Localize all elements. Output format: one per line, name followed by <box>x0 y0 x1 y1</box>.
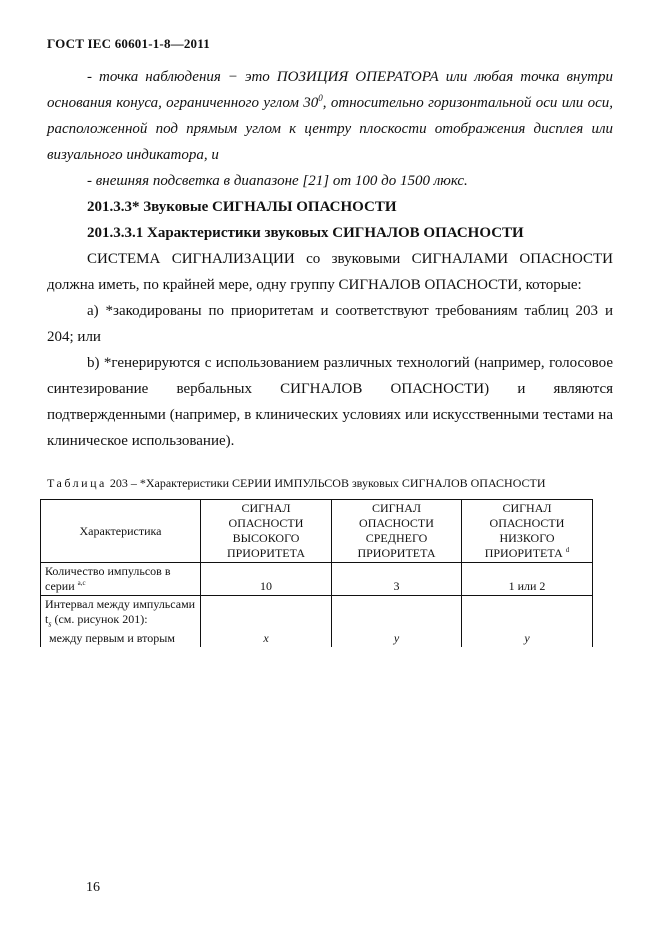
row-label <box>41 596 201 648</box>
row-label <box>41 563 201 596</box>
cell-value: 10 <box>201 563 332 596</box>
paragraph-alarm-system: СИСТЕМА СИГНАЛИЗАЦИИ со звуковыми СИГНАЛАМИ ОПАСНОСТИ должна иметь, по крайней мере, одну группу СИГНАЛОВ ОПАСНОСТИ, которые: <box>47 251 613 293</box>
footnote-marker: a,c <box>77 579 86 587</box>
cell-value: 1 или 2 <box>462 563 593 596</box>
header-medium-priority: СИГНАЛ ОПАСНОСТИ СРЕДНЕГО ПРИОРИТЕТА <box>332 500 462 563</box>
table-row <box>41 563 593 596</box>
paragraph-text: - точка наблюдения − это ПОЗИЦИЯ ОПЕРАТОРА или любая точка внутри основания конуса, ограниченного углом 30 <box>47 69 613 111</box>
paragraph-item-b: b) *генерируются с использованием различных технологий (например, голосовое синтезирование вербальных СИГНАЛОВ ОПАСНОСТИ) и являются подтвержденными (например, в клинических условиях или искусственными тестами на клиническое использование). <box>47 355 613 449</box>
row-sublabel-text: между первым и вторым <box>49 631 175 646</box>
document-body <box>47 64 613 454</box>
subscript: s <box>48 619 52 629</box>
table-header-row <box>41 500 593 563</box>
caption-label: Таблица <box>47 476 107 490</box>
footnote-marker: d <box>565 546 570 554</box>
header-characteristic: Характеристика <box>41 500 201 563</box>
header-high-priority: СИГНАЛ ОПАСНОСТИ ВЫСОКОГО ПРИОРИТЕТА <box>201 500 332 563</box>
paragraph-item-a: a) *закодированы по приоритетам и соответствуют требованиям таблиц 203 и 204; или <box>47 303 613 345</box>
header-low-text: СИГНАЛ ОПАСНОСТИ НИЗКОГО ПРИОРИТЕТА <box>484 501 565 560</box>
row-label-text: Интервал между импульсами t <box>45 597 196 626</box>
cell-value: 3 <box>332 563 462 596</box>
page-number: 16 <box>86 880 100 895</box>
degree-superscript: 0 <box>318 93 323 103</box>
paragraph-viewpoint <box>47 64 613 168</box>
table-row <box>41 596 593 648</box>
row-label-text: Количество импульсов в серии <box>45 564 171 593</box>
document-header: ГОСТ IEC 60601-1-8—2011 <box>47 36 210 51</box>
row-label-text: (см. рисунок 201): <box>51 612 148 626</box>
cell-value: y <box>332 596 462 648</box>
header-low-priority <box>462 500 593 563</box>
subsection-heading: 201.3.3.1 Характеристики звуковых СИГНАЛОВ ОПАСНОСТИ <box>87 225 524 241</box>
cell-value: x <box>201 596 332 648</box>
paragraph-text: , относительно горизонтальной оси или оси, расположенной под прямым углом к центру плоскости отображения дисплея или визуального индикатора, и <box>47 95 613 163</box>
cell-value: y <box>462 596 593 648</box>
table-caption <box>47 476 617 491</box>
paragraph-ambient-light: - внешняя подсветка в диапазоне [21] от 100 до 1500 люкс. <box>87 173 468 189</box>
pulse-table <box>40 499 593 647</box>
section-heading: 201.3.3* Звуковые СИГНАЛЫ ОПАСНОСТИ <box>87 199 397 215</box>
caption-text: 203 – *Характеристики СЕРИИ ИМПУЛЬСОВ звуковых СИГНАЛОВ ОПАСНОСТИ <box>106 476 546 490</box>
